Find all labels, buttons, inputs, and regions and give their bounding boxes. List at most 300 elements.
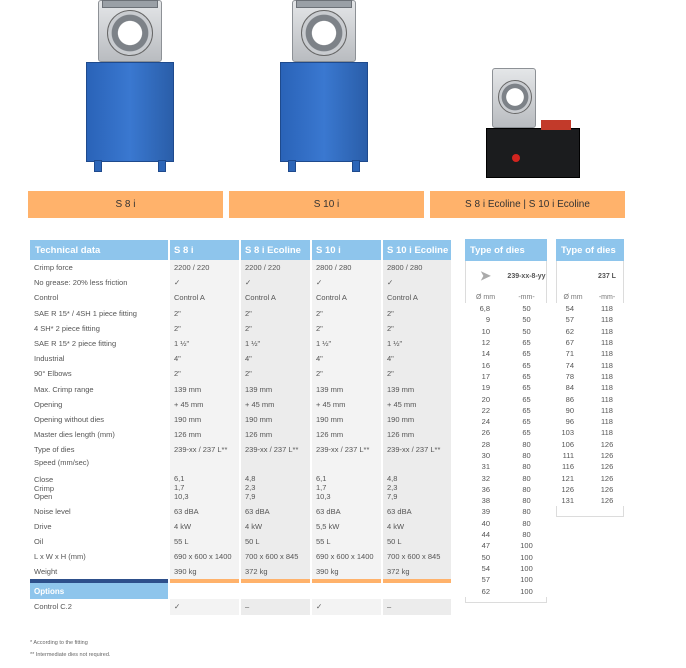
die-row [465, 348, 547, 359]
tech-header-s10i: S 10 i [311, 240, 382, 260]
speed-cell [382, 457, 451, 503]
die-diameter: 31 [465, 461, 506, 472]
die-length: 118 [590, 359, 624, 370]
dies-table-239 [465, 239, 547, 597]
tech-cell: 700 x 600 x 845 [382, 549, 451, 564]
tech-header-s10i-ecoline: S 10 i Ecoline [382, 240, 451, 260]
dies-table-239-code: 239-xx-8-yy [507, 272, 546, 280]
tech-cell: 4" [169, 351, 240, 366]
die-length: 80 [506, 472, 547, 483]
dies-table-239-col-diameter: Ø mm [475, 293, 496, 301]
die-row [465, 574, 547, 585]
die-row [556, 326, 624, 337]
tech-cell: 139 mm [240, 382, 311, 397]
die-row [465, 359, 547, 370]
die-diameter: 57 [556, 314, 590, 325]
die-row [465, 450, 547, 461]
tech-row-label: Oil [34, 536, 44, 546]
tech-cell: ✓ [382, 275, 451, 290]
die-length: 65 [506, 359, 547, 370]
die-length: 80 [506, 495, 547, 506]
tech-header-s8i-ecoline: S 8 i Ecoline [240, 240, 311, 260]
die-diameter: 103 [556, 427, 590, 438]
tech-cell: 239-xx / 237 L** [382, 442, 451, 457]
options-heading: Options [30, 583, 169, 599]
die-row [465, 506, 547, 517]
die-diameter: 40 [465, 518, 506, 529]
die-row [465, 326, 547, 337]
die-length: 80 [506, 506, 547, 517]
tech-row [30, 382, 451, 397]
tech-cell: 2" [169, 306, 240, 321]
tech-cell: 2" [169, 366, 240, 381]
tech-cell: 390 kg [311, 564, 382, 579]
die-row [465, 540, 547, 551]
die-diameter: 22 [465, 405, 506, 416]
options-heading-blank [382, 583, 451, 599]
speed-value: 2,3 [245, 483, 256, 493]
options-heading-blank [240, 583, 311, 599]
die-diameter: 26 [465, 427, 506, 438]
die-row [556, 359, 624, 370]
die-length: 118 [590, 314, 624, 325]
tech-row-label [30, 457, 169, 503]
tech-cell: 4" [311, 351, 382, 366]
die-length: 65 [506, 371, 547, 382]
tech-cell: 139 mm [311, 382, 382, 397]
tech-cell: 2" [382, 321, 451, 336]
die-row [556, 495, 624, 506]
tech-cell: 2200 / 220 [240, 260, 311, 275]
die-row [465, 439, 547, 450]
die-diameter: 126 [556, 484, 590, 495]
die-row [465, 552, 547, 563]
tech-row [30, 503, 451, 518]
tech-cell: 2" [382, 306, 451, 321]
die-diameter: 96 [556, 416, 590, 427]
tech-cell: 2200 / 220 [169, 260, 240, 275]
die-row [465, 563, 547, 574]
die-length: 118 [590, 348, 624, 359]
tech-cell: 190 mm [240, 412, 311, 427]
die-length: 118 [590, 326, 624, 337]
die-length: 65 [506, 416, 547, 427]
tech-row [30, 564, 451, 579]
tech-cell: 2" [240, 366, 311, 381]
die-diameter: 54 [556, 303, 590, 314]
die-diameter: 84 [556, 382, 590, 393]
die-row [556, 450, 624, 461]
dies-table-237l-code: 237 L [598, 272, 616, 280]
tech-row-speed [30, 457, 451, 503]
die-row [556, 461, 624, 472]
die-diameter: 14 [465, 348, 506, 359]
tech-row [30, 534, 451, 549]
die-diameter: 71 [556, 348, 590, 359]
tech-cell: Control A [240, 290, 311, 305]
tech-cell: 4 kW [240, 519, 311, 534]
tech-cell: 5,5 kW [311, 519, 382, 534]
die-length: 65 [506, 393, 547, 404]
tech-row [30, 519, 451, 534]
speed-value: 4,8 [387, 474, 398, 484]
die-diameter: 86 [556, 393, 590, 404]
tech-cell: 2800 / 280 [382, 260, 451, 275]
die-length: 100 [506, 585, 547, 596]
die-diameter: 20 [465, 393, 506, 404]
die-diameter: 38 [465, 495, 506, 506]
tech-cell: 63 dBA [311, 503, 382, 518]
die-length: 118 [590, 371, 624, 382]
tech-cell: 4 kW [382, 519, 451, 534]
tech-row [30, 599, 451, 614]
die-length: 118 [590, 427, 624, 438]
die-length: 80 [506, 518, 547, 529]
tech-cell: 4 kW [169, 519, 240, 534]
tech-cell: ✓ [169, 599, 240, 614]
tech-row-label: 4 SH* 2 piece fitting [34, 323, 100, 333]
machine-ecoline-image [486, 68, 582, 180]
die-diameter: 32 [465, 472, 506, 483]
die-row [556, 382, 624, 393]
tech-cell: 239-xx / 237 L** [169, 442, 240, 457]
die-row [465, 461, 547, 472]
die-diameter: 131 [556, 495, 590, 506]
die-row [556, 427, 624, 438]
tech-cell: 126 mm [240, 427, 311, 442]
tech-cell: 690 x 600 x 1400 [311, 549, 382, 564]
die-diameter: 39 [465, 506, 506, 517]
tech-cell: 1 ½" [169, 336, 240, 351]
dies-table-237l-col-mm: -mm- [598, 293, 616, 301]
die-length: 50 [506, 314, 547, 325]
tech-row [30, 442, 451, 457]
die-length: 80 [506, 484, 547, 495]
tech-cell: 63 dBA [382, 503, 451, 518]
die-diameter: 74 [556, 359, 590, 370]
tech-cell: 50 L [382, 534, 451, 549]
tech-cell: 700 x 600 x 845 [240, 549, 311, 564]
die-row [556, 405, 624, 416]
die-length: 126 [590, 439, 624, 450]
tech-cell: 50 L [240, 534, 311, 549]
tech-cell: + 45 mm [311, 397, 382, 412]
tech-cell: 239-xx / 237 L** [311, 442, 382, 457]
tech-row-label: Max. Crimp range [34, 384, 94, 394]
speed-cell [311, 457, 382, 503]
die-length: 126 [590, 484, 624, 495]
tech-row-label: Opening [34, 399, 63, 409]
die-diameter: 6,8 [465, 303, 506, 314]
tech-cell: + 45 mm [169, 397, 240, 412]
speed-value: 4,8 [245, 474, 256, 484]
die-length: 126 [590, 450, 624, 461]
tech-cell: ✓ [169, 275, 240, 290]
tech-row [30, 397, 451, 412]
die-row [465, 416, 547, 427]
tech-row-label: SAE R 15* / 4SH 1 piece fitting [34, 308, 137, 318]
tech-cell: Control A [311, 290, 382, 305]
die-diameter: 121 [556, 472, 590, 483]
tech-cell: 139 mm [382, 382, 451, 397]
speed-value: 6,1 [316, 474, 327, 484]
tech-cell: 1 ½" [382, 336, 451, 351]
tech-header-row [30, 240, 451, 260]
die-diameter: 30 [465, 450, 506, 461]
die-length: 65 [506, 382, 547, 393]
tech-cell: 690 x 600 x 1400 [169, 549, 240, 564]
technical-data-table [30, 240, 451, 615]
die-fitting-icon [556, 261, 590, 291]
die-diameter: 36 [465, 484, 506, 495]
footnote-fitting: * According to the fitting [30, 640, 88, 646]
footnote-dies: ** Intermediate dies not required. [30, 652, 111, 658]
dies-table-239-title: Type of dies [465, 239, 547, 261]
die-diameter: 116 [556, 461, 590, 472]
tech-cell: Control A [382, 290, 451, 305]
die-length: 50 [506, 326, 547, 337]
die-row [465, 314, 547, 325]
tech-cell: – [240, 599, 311, 614]
tech-cell: 55 L [169, 534, 240, 549]
tech-cell: 126 mm [169, 427, 240, 442]
tech-cell: 372 kg [240, 564, 311, 579]
tech-cell: Control A [169, 290, 240, 305]
die-row [556, 393, 624, 404]
speed-cell [169, 457, 240, 503]
tech-row [30, 260, 451, 275]
die-diameter: 50 [465, 552, 506, 563]
tech-row-label: Control C.2 [34, 602, 72, 612]
speed-value: 1,7 [316, 483, 327, 493]
tech-cell: 2" [311, 366, 382, 381]
options-heading-blank [311, 583, 382, 599]
die-row [556, 472, 624, 483]
die-row [465, 585, 547, 596]
tech-cell: + 45 mm [382, 397, 451, 412]
dies-table-237l-col-diameter: Ø mm [563, 293, 583, 301]
tech-header-label: Technical data [30, 240, 169, 260]
options-heading-blank [169, 583, 240, 599]
speed-value: 7,9 [387, 491, 398, 501]
speed-sub-label: Crimp [34, 483, 54, 493]
die-row [465, 303, 547, 314]
tech-cell: ✓ [311, 599, 382, 614]
tech-row-label: Type of dies [34, 445, 75, 455]
tech-cell: 126 mm [311, 427, 382, 442]
tech-cell: + 45 mm [240, 397, 311, 412]
machine-name-s8i: S 8 i [28, 191, 223, 218]
dies-table-239-col-mm: -mm- [518, 293, 535, 301]
die-row [465, 529, 547, 540]
tech-row-label: Drive [34, 521, 52, 531]
die-row [465, 405, 547, 416]
tech-row-label: Industrial [34, 354, 65, 364]
tech-row-label: L x W x H (mm) [34, 552, 86, 562]
die-length: 65 [506, 405, 547, 416]
tech-cell: 2" [169, 321, 240, 336]
tech-row-label: Master dies length (mm) [34, 430, 115, 440]
die-diameter: 54 [465, 563, 506, 574]
speed-sub-label: Close [34, 475, 54, 485]
die-row [556, 348, 624, 359]
die-length: 50 [506, 303, 547, 314]
tech-cell: 2" [382, 366, 451, 381]
die-diameter: 44 [465, 529, 506, 540]
tech-cell: 2" [240, 321, 311, 336]
die-fitting-icon: ➤ [480, 268, 491, 283]
die-diameter: 111 [556, 450, 590, 461]
die-diameter: 17 [465, 371, 506, 382]
die-length: 126 [590, 472, 624, 483]
tech-row-label: Noise level [34, 506, 71, 516]
tech-cell: 4" [382, 351, 451, 366]
tech-row [30, 351, 451, 366]
die-length: 80 [506, 461, 547, 472]
tech-row-label: Weight [34, 567, 58, 577]
die-length: 65 [506, 348, 547, 359]
die-row [465, 484, 547, 495]
tech-cell: 390 kg [169, 564, 240, 579]
die-length: 126 [590, 495, 624, 506]
die-length: 118 [590, 337, 624, 348]
speed-value: 2,3 [387, 483, 398, 493]
tech-cell: 190 mm [311, 412, 382, 427]
tech-cell: – [382, 599, 451, 614]
die-diameter: 78 [556, 371, 590, 382]
tech-cell: 55 L [311, 534, 382, 549]
die-row [556, 439, 624, 450]
tech-row [30, 549, 451, 564]
die-length: 100 [506, 540, 547, 551]
die-diameter: 28 [465, 439, 506, 450]
die-diameter: 62 [465, 585, 506, 596]
die-length: 100 [506, 552, 547, 563]
die-length: 118 [590, 382, 624, 393]
die-length: 100 [506, 563, 547, 574]
die-length: 118 [590, 416, 624, 427]
die-diameter: 24 [465, 416, 506, 427]
tech-header-s8i: S 8 i [169, 240, 240, 260]
die-length: 65 [506, 337, 547, 348]
tech-cell: 2" [311, 306, 382, 321]
die-diameter: 12 [465, 337, 506, 348]
tech-cell: ✓ [240, 275, 311, 290]
tech-cell: 2" [240, 306, 311, 321]
die-row [465, 472, 547, 483]
tech-cell: 2800 / 280 [311, 260, 382, 275]
tech-row [30, 275, 451, 290]
speed-value: 10,3 [174, 491, 189, 501]
die-row [556, 314, 624, 325]
die-row [556, 337, 624, 348]
tech-row [30, 290, 451, 305]
tech-row-label: SAE R 15* 2 piece fitting [34, 339, 117, 349]
die-diameter: 9 [465, 314, 506, 325]
die-diameter: 16 [465, 359, 506, 370]
tech-row-label: Opening without dies [34, 414, 105, 424]
die-row [465, 495, 547, 506]
die-length: 65 [506, 427, 547, 438]
die-length: 118 [590, 393, 624, 404]
die-row [556, 303, 624, 314]
die-row [465, 393, 547, 404]
speed-value: 10,3 [316, 491, 331, 501]
tech-cell: 239-xx / 237 L** [240, 442, 311, 457]
die-length: 80 [506, 439, 547, 450]
tech-row [30, 412, 451, 427]
tech-row-label: Control [34, 293, 59, 303]
tech-cell: 190 mm [169, 412, 240, 427]
speed-value: 1,7 [174, 483, 185, 493]
machine-s10i-image [274, 0, 374, 175]
speed-sub-label: Open [34, 492, 53, 502]
tech-cell: 139 mm [169, 382, 240, 397]
die-row [465, 382, 547, 393]
machine-s8i-image [80, 0, 180, 175]
tech-cell: 2" [311, 321, 382, 336]
die-length: 100 [506, 574, 547, 585]
die-row [556, 484, 624, 495]
die-diameter: 106 [556, 439, 590, 450]
die-diameter: 19 [465, 382, 506, 393]
tech-row-label: 90° Elbows [34, 369, 72, 379]
tech-cell: ✓ [311, 275, 382, 290]
die-length: 118 [590, 303, 624, 314]
die-diameter: 90 [556, 405, 590, 416]
tech-cell: 4" [240, 351, 311, 366]
tech-cell: 126 mm [382, 427, 451, 442]
die-row [556, 371, 624, 382]
tech-cell: 63 dBA [240, 503, 311, 518]
die-row [465, 371, 547, 382]
machine-name-s10i: S 10 i [229, 191, 424, 218]
die-length: 80 [506, 529, 547, 540]
die-diameter: 47 [465, 540, 506, 551]
tech-cell: 372 kg [382, 564, 451, 579]
dies-table-237l-title: Type of dies [556, 239, 624, 261]
speed-value: 7,9 [245, 491, 256, 501]
dies-table-237l [556, 239, 624, 506]
tech-row-label: No grease: 20% less friction [34, 278, 128, 288]
die-row [465, 518, 547, 529]
tech-row [30, 336, 451, 351]
die-diameter: 62 [556, 326, 590, 337]
die-length: 126 [590, 461, 624, 472]
tech-row [30, 306, 451, 321]
die-row [556, 416, 624, 427]
die-row [465, 337, 547, 348]
tech-cell: 63 dBA [169, 503, 240, 518]
tech-row [30, 321, 451, 336]
speed-value: 6,1 [174, 474, 185, 484]
machine-name-ecoline: S 8 i Ecoline | S 10 i Ecoline [430, 191, 625, 218]
tech-cell: 1 ½" [311, 336, 382, 351]
tech-row [30, 366, 451, 381]
die-diameter: 67 [556, 337, 590, 348]
speed-label: Speed (mm/sec) [34, 458, 90, 468]
speed-cell [240, 457, 311, 503]
die-length: 118 [590, 405, 624, 416]
tech-row-label: Crimp force [34, 263, 73, 273]
die-diameter: 57 [465, 574, 506, 585]
tech-row [30, 427, 451, 442]
tech-cell: 1 ½" [240, 336, 311, 351]
die-length: 80 [506, 450, 547, 461]
die-diameter: 10 [465, 326, 506, 337]
tech-cell: 190 mm [382, 412, 451, 427]
die-row [465, 427, 547, 438]
